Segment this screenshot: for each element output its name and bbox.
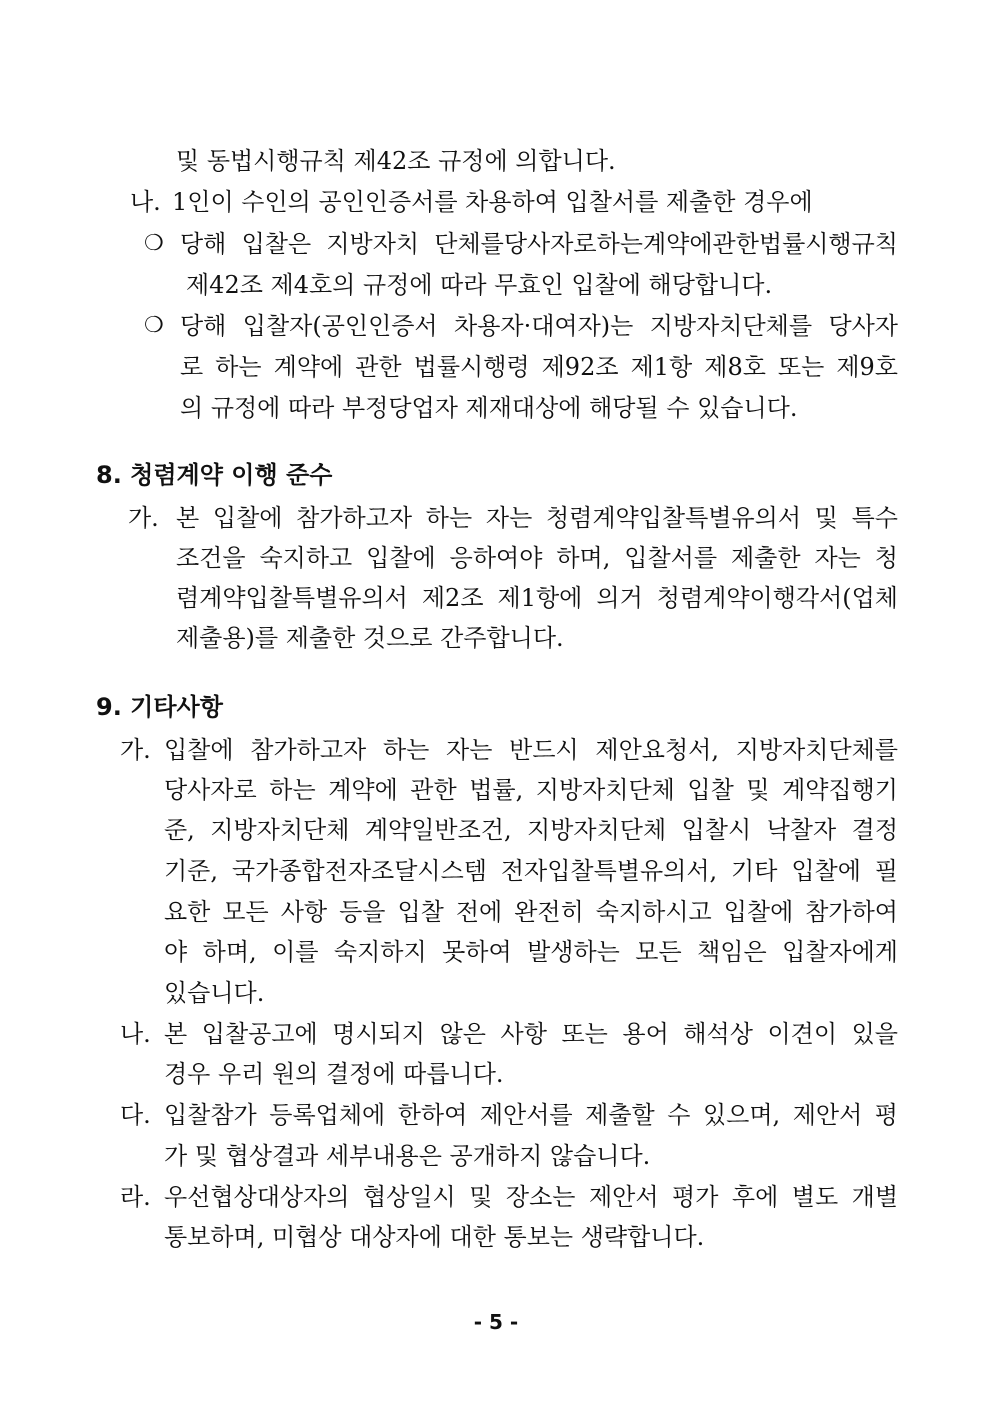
section8-heading: 8. 청렴계약 이행 준수 [96,461,333,489]
section9-na-line2: 경우 우리 원의 결정에 따릅니다. [164,1060,504,1088]
section9-ra-line1: 우선협상대상자의 협상일시 및 장소는 제안서 평가 후에 별도 개별 [164,1183,898,1211]
section9-item-marker: 다. [120,1101,151,1129]
item-na-text: 1인이 수인의 공인인증서를 차용하여 입찰서를 제출한 경우에 [172,188,813,216]
section9-da-line2: 가 및 협상결과 세부내용은 공개하지 않습니다. [164,1142,651,1170]
section9-ra-line2: 통보하며, 미협상 대상자에 대한 통보는 생략합니다. [164,1223,705,1251]
section9-ga-line5: 요한 모든 사항 등을 입찰 전에 완전히 숙지하시고 입찰에 참가하여 [164,898,898,926]
section9-ga-line7: 있습니다. [164,979,265,1007]
section9-ga-line3: 준, 지방자치단체 계약일반조건, 지방자치단체 입찰시 낙찰자 결정 [164,816,898,844]
bullet2-line1: 당해 입찰자(공인인증서 차용자·대여자)는 지방자치단체를 당사자 [180,312,898,340]
bullet2-line3: 의 규정에 따라 부정당업자 제재대상에 해당될 수 있습니다. [180,394,798,422]
bullet1-line1: 당해 입찰은 지방자치 단체를당사자로하는계약에관한법률시행규칙 [180,230,898,258]
section8-item-ga-marker: 가. [128,504,159,532]
section8-ga-line2: 조건을 숙지하고 입찰에 응하여야 하며, 입찰서를 제출한 자는 청 [176,544,898,572]
section9-da-line1: 입찰참가 등록업체에 한하여 제안서를 제출할 수 있으며, 제안서 평 [164,1101,898,1129]
section9-na-line1: 본 입찰공고에 명시되지 않은 사항 또는 용어 해석상 이견이 있을 [164,1020,898,1048]
item-na-marker: 나. [130,188,161,216]
section7-continued-line: 및 동법시행규칙 제42조 규정에 의합니다. [176,147,616,175]
section9-item-marker: 가. [120,736,151,764]
section8-ga-line3: 렴계약입찰특별유의서 제2조 제1항에 의거 청렴계약이행각서(업체 [176,584,898,612]
section8-ga-line4: 제출용)를 제출한 것으로 간주합니다. [176,624,564,652]
section8-ga-line1: 본 입찰에 참가하고자 하는 자는 청렴계약입찰특별유의서 및 특수 [176,504,898,532]
section9-ga-line1: 입찰에 참가하고자 하는 자는 반드시 제안요청서, 지방자치단체를 [164,736,898,764]
section9-item-marker: 라. [120,1183,151,1211]
bullet1-line2: 제42조 제4호의 규정에 따라 무효인 입찰에 해당합니다. [186,271,773,299]
bullet-circle-icon: ❍ [144,231,164,256]
section9-item-marker: 나. [120,1020,151,1048]
section9-ga-line6: 야 하며, 이를 숙지하지 못하여 발생하는 모든 책임은 입찰자에게 [164,938,898,966]
section9-ga-line4: 기준, 국가종합전자조달시스템 전자입찰특별유의서, 기타 입찰에 필 [164,857,898,885]
section9-ga-line2: 당사자로 하는 계약에 관한 법률, 지방자치단체 입찰 및 계약집행기 [164,776,898,804]
page-number: - 5 - [473,1310,519,1334]
bullet-circle-icon: ❍ [144,313,164,338]
bullet2-line2: 로 하는 계약에 관한 법률시행령 제92조 제1항 제8호 또는 제9호 [180,353,898,381]
section9-heading: 9. 기타사항 [96,693,223,721]
